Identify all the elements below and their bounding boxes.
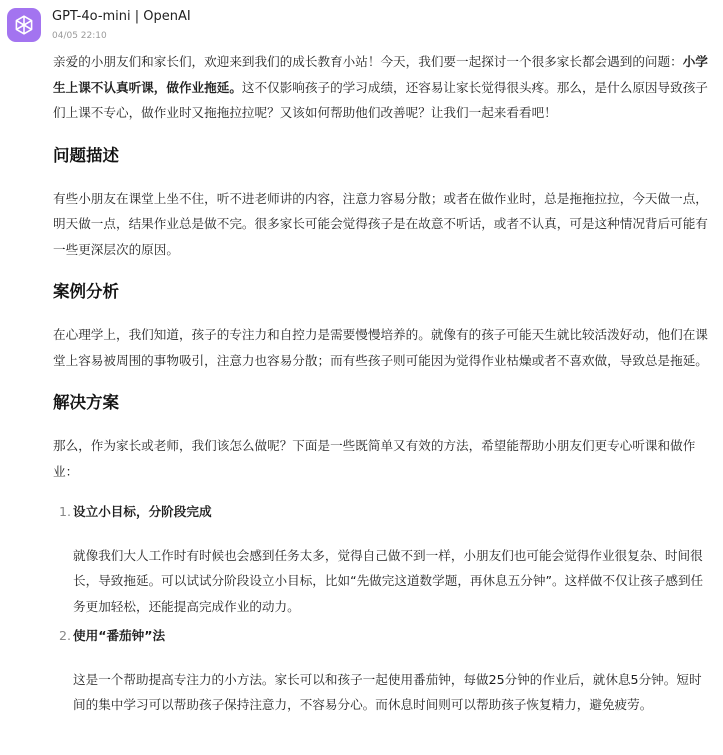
list-item-body: 就像我们大人工作时有时候也会感到任务太多，觉得自己做不到一样，小朋友们也可能会觉得作业很复杂、时间很长，导致拖延。可以试试分阶段设立小目标，比如“先做完这道数学题，再休息五分钟”。这样做不仅让孩子感到任务更加轻松，还能提高完成作业的动力。 bbox=[73, 547, 704, 614]
section-text-problem: 有些小朋友在课堂上坐不住，听不进老师讲的内容，注意力容易分散；或者在做作业时，总是拖拖拉拉，今天做一点，明天做一点，结果作业总是做不完。很多家长可能会觉得孩子是在故意不听话，或者不认真，可是这种情况背后可能有一些更深层次的原因。 bbox=[53, 190, 708, 257]
list-number: 1. bbox=[59, 504, 72, 519]
section-title-problem: 问题描述 bbox=[53, 145, 119, 165]
section-text-case: 在心理学上，我们知道，孩子的专注力和自控力是需要慢慢培养的。就像有的孩子可能天生就比较活泼好动，他们在课堂上容易被周围的事物吸引，注意力也容易分散；而有些孩子则可能因为觉得作业枯燥或者不喜欢做，导致总是拖延。 bbox=[53, 327, 708, 368]
intro-text-2: 这不仅影响孩子的学习成绩，还容易让家长觉得很头疼。那么，是什么原因导致孩子们上课不专心，做作业时又拖拖拉拉呢？又该如何帮助他们改善呢？让我们一起来看看吧！ bbox=[53, 79, 708, 120]
avatar[interactable] bbox=[7, 8, 41, 42]
section-title-solution: 解决方案 bbox=[53, 393, 119, 412]
section-text-solution: 那么，作为家长或老师，我们该怎么做呢？下面是一些既简单又有效的方法，希望能帮助小朋友们更专心听课和做作业： bbox=[53, 438, 696, 479]
intro-highlight: 小学生上课不认真听课，做作业拖延。 bbox=[53, 54, 708, 95]
list-item-title: 设立小目标，分阶段完成 bbox=[73, 504, 212, 519]
list-item bbox=[53, 499, 711, 619]
section-title-case: 案例分析 bbox=[53, 282, 119, 301]
message-body bbox=[53, 49, 711, 718]
solution-list bbox=[53, 499, 711, 718]
list-item-title: 使用“番茄钟”法 bbox=[73, 628, 166, 643]
list-item bbox=[53, 623, 711, 718]
list-number: 2. bbox=[59, 628, 72, 643]
openai-logo-icon bbox=[11, 12, 37, 38]
intro-paragraph bbox=[53, 49, 711, 126]
list-item-body: 这是一个帮助提高专注力的小方法。家长可以和孩子一起使用番茄钟，每做25分钟的作业后，就休息5分钟。短时间的集中学习可以帮助孩子保持注意力，不容易分心。而休息时间则可以帮助孩子恢复精力，避免疲劳。 bbox=[73, 671, 702, 712]
message-header bbox=[7, 8, 707, 48]
message-timestamp: 04/05 22:10 bbox=[52, 31, 107, 41]
sender-name: GPT-4o-mini | OpenAI bbox=[52, 9, 191, 24]
intro-text-1: 亲爱的小朋友们和家长们，欢迎来到我们的成长教育小站！今天，我们要一起探讨一个很多家长都会遇到的问题： bbox=[53, 54, 683, 69]
